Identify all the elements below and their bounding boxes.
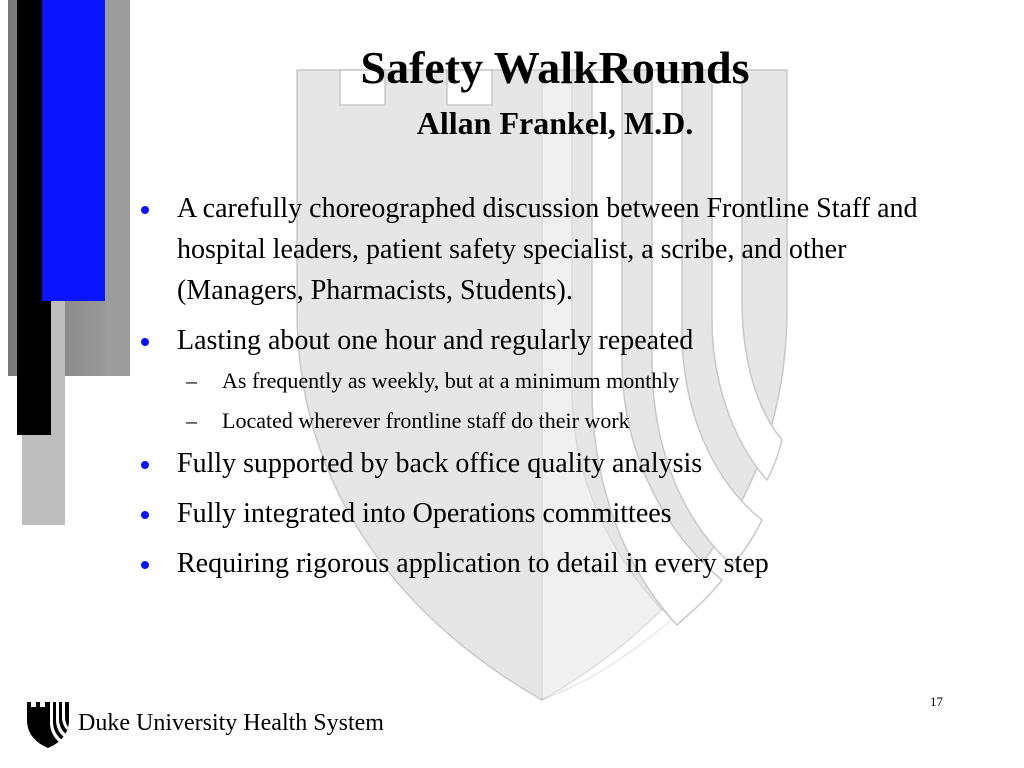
sub-bullet-item xyxy=(186,403,978,439)
bullet-dot-icon xyxy=(141,511,149,519)
dash-icon: – xyxy=(186,408,197,433)
bullet-dot-icon xyxy=(141,338,149,346)
slide-title: Safety WalkRounds xyxy=(360,42,750,93)
bullet-text: Fully supported by back office quality analysis xyxy=(177,448,703,479)
bullet-item xyxy=(138,493,978,534)
bullet-item xyxy=(138,443,978,484)
sub-bullet-list xyxy=(138,363,978,439)
footer-organization: Duke University Health System xyxy=(78,710,384,736)
bullet-text: Lasting about one hour and regularly repeated xyxy=(177,325,694,356)
bullet-text: Fully integrated into Operations committees xyxy=(177,498,672,529)
slide-subtitle: Allan Frankel, M.D. xyxy=(416,105,694,141)
dash-icon: – xyxy=(186,368,197,393)
duke-shield-icon xyxy=(25,700,71,750)
sub-bullet-group xyxy=(138,363,978,439)
bullet-dot-icon xyxy=(141,561,149,569)
bullet-text: A carefully choreographed discussion between Frontline Staff and hospital leaders, patient safety specialist, a scribe, and other (Managers, Pharmacists, Students). xyxy=(177,193,918,306)
sub-bullet-text: Located wherever frontline staff do their work xyxy=(222,408,630,433)
page-number: 17 xyxy=(930,694,943,709)
sub-bullet-text: As frequently as weekly, but at a minimum monthly xyxy=(222,368,680,393)
bullet-dot-icon xyxy=(141,461,149,469)
bullet-dot-icon xyxy=(141,206,149,214)
bullet-item xyxy=(138,188,978,311)
bullet-item xyxy=(138,320,978,361)
bullet-list xyxy=(138,188,978,593)
sub-bullet-item xyxy=(186,363,978,399)
bullet-item xyxy=(138,543,978,584)
bullet-text: Requiring rigorous application to detail in every step xyxy=(177,548,769,579)
